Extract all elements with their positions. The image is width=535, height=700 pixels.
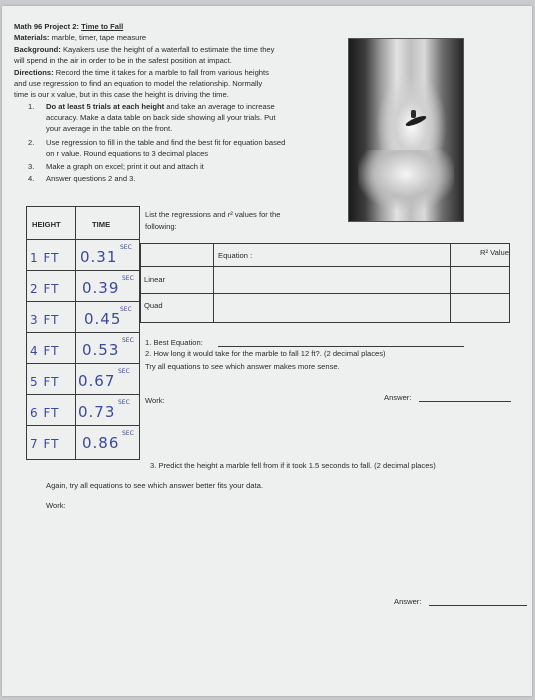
unit-cell: SEC bbox=[122, 430, 134, 437]
regression-row-rule bbox=[140, 266, 509, 267]
row-quad-label: Quad bbox=[144, 301, 163, 310]
r2-column-header: R² Value bbox=[480, 248, 509, 257]
project-title: Math 96 Project 2: Time to Fall bbox=[14, 22, 124, 31]
directions-line-1: Directions: Record the time it takes for a marble to fall from various heights bbox=[14, 68, 269, 77]
background-line-1: Background: Kayakers use the height of a waterfall to estimate the time they bbox=[14, 45, 275, 54]
time-cell: 0.73 bbox=[78, 403, 116, 421]
question-1: 1. Best Equation: bbox=[145, 338, 203, 347]
step-1-line-1: Do at least 5 trials at each height and take an average to increase bbox=[46, 102, 275, 111]
time-cell: 0.31 bbox=[80, 248, 118, 266]
kayaker-shape bbox=[411, 110, 416, 118]
unit-cell: SEC bbox=[118, 399, 130, 406]
unit-cell: SEC bbox=[120, 306, 132, 313]
step-2-line-1: Use regression to fill in the table and find the best fit for equation based bbox=[46, 138, 286, 147]
step-1-number: 1. bbox=[28, 102, 35, 111]
question-2-answer-line[interactable] bbox=[419, 401, 511, 402]
unit-cell: SEC bbox=[122, 337, 134, 344]
question-3: 3. Predict the height a marble fell from if it took 1.5 seconds to fall. (2 decimal places) bbox=[150, 461, 436, 470]
row-rule bbox=[26, 425, 139, 426]
step-2-number: 2. bbox=[28, 138, 35, 147]
step-4-number: 4. bbox=[28, 174, 35, 183]
question-2: 2. How long it would take for the marble to fall 12 ft?. (2 decimal places) bbox=[145, 349, 386, 358]
unit-cell: SEC bbox=[120, 244, 132, 251]
height-cell: 3 FT bbox=[30, 313, 60, 327]
directions-line-3: time is our x value, but in this case the height is driving the time. bbox=[14, 90, 229, 99]
regression-row-rule bbox=[140, 293, 509, 294]
height-cell: 4 FT bbox=[30, 344, 60, 358]
height-cell: 2 FT bbox=[30, 282, 60, 296]
materials-line: Materials: marble, timer, tape measure bbox=[14, 33, 147, 42]
step-1-line-2: accuracy. Make a data table on back side showing all your trials. Put bbox=[46, 113, 276, 122]
waterfall-foam bbox=[358, 150, 454, 210]
height-cell: 1 FT bbox=[30, 251, 60, 265]
question-3-answer-line[interactable] bbox=[429, 605, 527, 606]
time-cell: 0.86 bbox=[82, 434, 120, 452]
time-cell: 0.53 bbox=[82, 341, 120, 359]
row-rule bbox=[26, 363, 139, 364]
time-cell: 0.67 bbox=[78, 372, 116, 390]
step-2-line-2: on r value. Round equations to 3 decimal places bbox=[46, 149, 209, 158]
height-cell: 5 FT bbox=[30, 375, 60, 389]
step-4-line: Answer questions 2 and 3. bbox=[46, 174, 136, 183]
regression-instruction-line-2: following: bbox=[145, 222, 177, 231]
question-3-answer-label: Answer: bbox=[394, 597, 422, 606]
regression-table bbox=[140, 243, 510, 323]
row-rule bbox=[26, 394, 139, 395]
best-equation-answer-line[interactable] bbox=[218, 346, 464, 347]
regression-col-divider bbox=[213, 243, 214, 322]
question-3-work-label: Work: bbox=[46, 501, 66, 510]
time-cell: 0.45 bbox=[84, 310, 122, 328]
background-line-2: will spend in the air in order to be in the safest position at impact. bbox=[14, 56, 232, 65]
step-3-line: Make a graph on excel; print it out and attach it bbox=[46, 162, 204, 171]
row-linear-label: Linear bbox=[144, 275, 166, 284]
unit-cell: SEC bbox=[118, 368, 130, 375]
directions-line-2: and use regression to find an equation to model the relationship. Normally bbox=[14, 79, 263, 88]
height-cell: 7 FT bbox=[30, 437, 60, 451]
question-3-note: Again, try all equations to see which answer better fits your data. bbox=[46, 481, 263, 490]
regression-instruction-line-1: List the regressions and r² values for the bbox=[145, 210, 281, 219]
header-height: HEIGHT bbox=[32, 220, 61, 229]
question-2-answer-label: Answer: bbox=[384, 393, 412, 402]
time-cell: 0.39 bbox=[82, 279, 120, 297]
step-3-number: 3. bbox=[28, 162, 35, 171]
equation-column-header: Equation : bbox=[218, 251, 253, 260]
project-subtitle: Time to Fall bbox=[81, 22, 124, 31]
height-cell: 6 FT bbox=[30, 406, 60, 420]
question-2-note: Try all equations to see which answer makes more sense. bbox=[145, 362, 340, 371]
row-rule bbox=[26, 332, 139, 333]
regression-col-divider bbox=[450, 243, 451, 322]
question-2-work-label: Work: bbox=[145, 396, 165, 405]
row-rule bbox=[26, 301, 139, 302]
table-header-rule bbox=[26, 239, 139, 240]
header-time: TIME bbox=[92, 220, 111, 229]
step-1-line-3: your average in the table on the front. bbox=[46, 124, 173, 133]
unit-cell: SEC bbox=[122, 275, 134, 282]
row-rule bbox=[26, 270, 139, 271]
